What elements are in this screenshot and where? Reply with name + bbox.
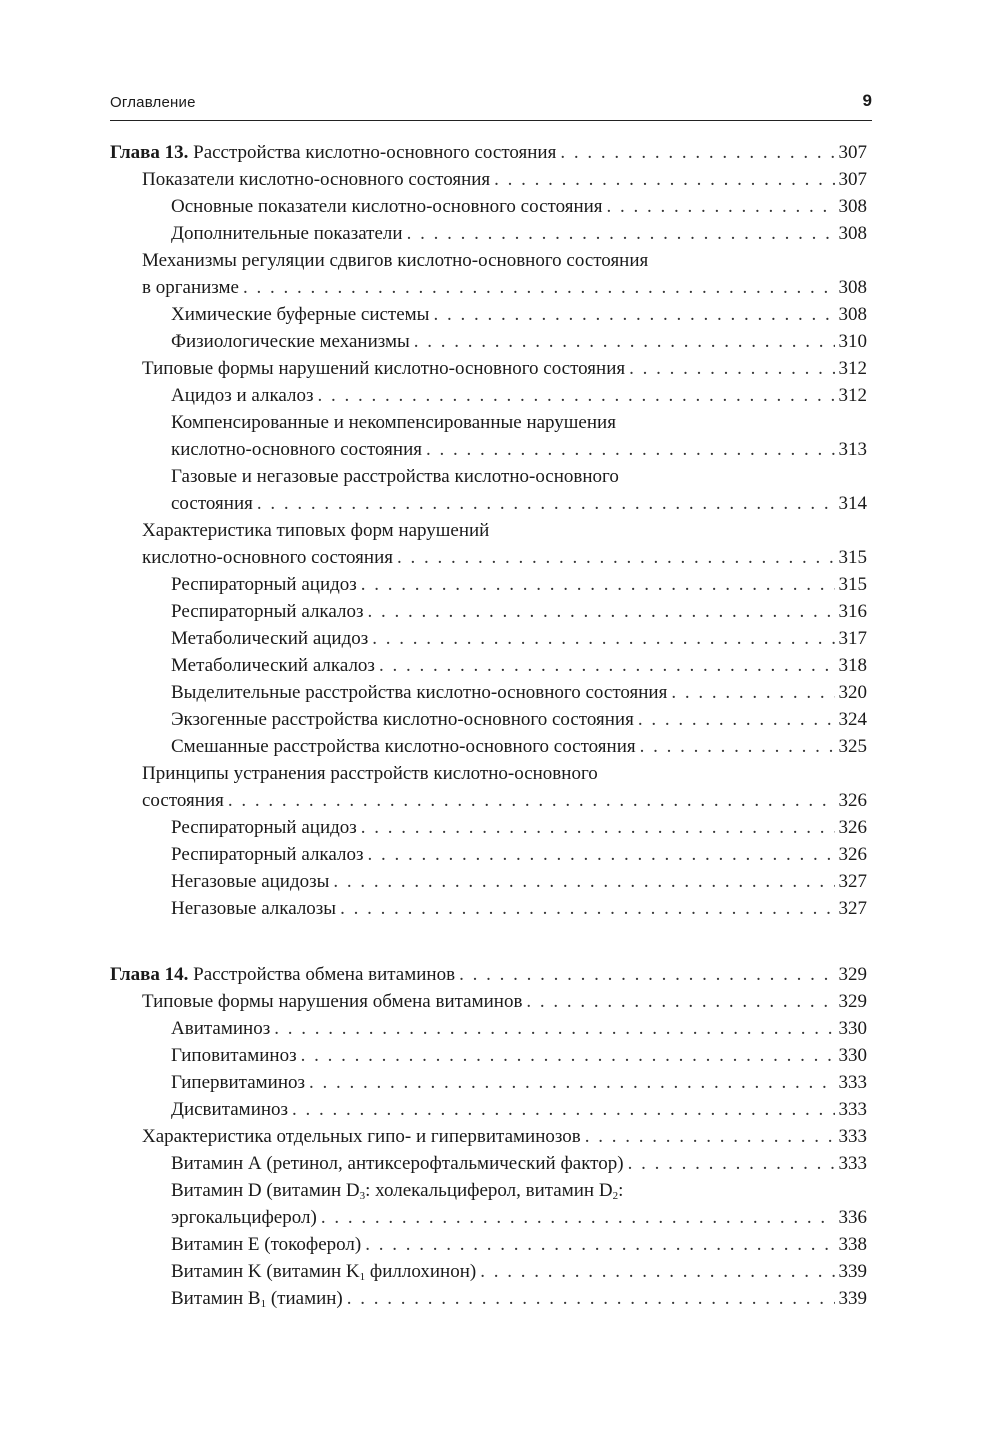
page-ref: 312 (838, 385, 867, 406)
page-ref: 336 (838, 1207, 867, 1228)
page-ref: 330 (838, 1045, 867, 1066)
chapter-13-heading[interactable] (110, 139, 867, 166)
page-ref: 310 (838, 331, 867, 352)
entry-text: Респираторный ацидоз (171, 574, 357, 595)
toc-entry[interactable] (110, 355, 867, 382)
dot-leader (526, 988, 834, 1015)
page-ref: 312 (838, 358, 867, 379)
dot-leader (367, 841, 834, 868)
toc-entry[interactable] (110, 463, 867, 517)
dot-leader (333, 868, 834, 895)
dot-leader (671, 679, 834, 706)
entry-text: Экзогенные расстройства кислотно-основного состояния (171, 709, 634, 730)
subscript: 1 (260, 1298, 267, 1310)
dot-leader (243, 274, 835, 301)
page-ref: 330 (838, 1018, 867, 1039)
toc-entry[interactable] (110, 301, 867, 328)
entry-text: Физиологические механизмы (171, 331, 410, 352)
entry-text: Метаболический алкалоз (171, 655, 375, 676)
entry-text: Показатели кислотно-основного состояния (142, 169, 491, 190)
dot-leader (361, 571, 835, 598)
entry-text: Авитаминоз (171, 1018, 271, 1039)
page-ref: 325 (838, 736, 867, 757)
dot-leader (228, 787, 835, 814)
chapter-label: Глава 14. (110, 964, 189, 985)
toc-entry[interactable] (110, 247, 867, 301)
toc-entry[interactable] (110, 841, 867, 868)
page-ref: 333 (838, 1072, 867, 1093)
page-ref: 318 (838, 655, 867, 676)
page-ref: 313 (838, 439, 867, 460)
running-header (110, 90, 872, 121)
page-ref: 329 (838, 991, 867, 1012)
page-ref: 333 (838, 1153, 867, 1174)
dot-leader (560, 139, 834, 166)
dot-leader (640, 733, 835, 760)
page-ref: 324 (838, 709, 867, 730)
entry-text-line: Компенсированные и некомпенсированные нарушения (171, 412, 616, 433)
toc-entry[interactable] (110, 328, 867, 355)
chapter-14-entries (110, 988, 867, 1177)
entry-text: Характеристика отдельных гипо- и гипервитаминозов (142, 1126, 581, 1147)
dot-leader (494, 166, 834, 193)
chapter-label: Глава 13. (110, 142, 189, 163)
entry-text-line: Принципы устранения расстройств кислотно-основного (142, 763, 598, 784)
page-ref: 317 (838, 628, 867, 649)
dot-leader (367, 598, 834, 625)
toc-entry[interactable] (110, 760, 867, 814)
toc-entry[interactable] (110, 193, 867, 220)
entry-text-part: Витамин K (витамин K (171, 1261, 360, 1282)
entry-text-line: Механизмы регуляции сдвигов кислотно-основного состояния (142, 250, 649, 271)
chapter-14-heading[interactable] (110, 961, 867, 988)
entry-text: Респираторный алкалоз (171, 601, 364, 622)
page-ref: 320 (838, 682, 867, 703)
page-ref: 326 (838, 844, 867, 865)
page-ref: 314 (838, 493, 867, 514)
chapter-title: Расстройства кислотно-основного состояния (193, 142, 557, 163)
entry-text: Типовые формы нарушения обмена витаминов (142, 991, 523, 1012)
subscript: 1 (359, 1271, 366, 1283)
toc-chapter-13 (110, 139, 867, 922)
entry-text-line: Характеристика типовых форм нарушений (142, 520, 490, 541)
dot-leader (433, 301, 834, 328)
page-ref: 308 (838, 223, 867, 244)
toc-entry[interactable] (110, 1042, 867, 1069)
dot-leader (607, 193, 835, 220)
toc-entry-vitamin-d[interactable] (110, 1177, 867, 1231)
dot-leader (480, 1258, 834, 1285)
toc-entry[interactable] (110, 517, 867, 571)
toc-entry[interactable] (110, 166, 867, 193)
dot-leader (365, 1231, 834, 1258)
chapter-title: Расстройства обмена витаминов (193, 964, 456, 985)
entry-text-part: : холекальциферол, витамин D (365, 1180, 613, 1201)
dot-leader (629, 355, 834, 382)
entry-text: состояния (142, 790, 224, 811)
page-ref: 307 (838, 169, 867, 190)
page-ref: 327 (838, 898, 867, 919)
entry-text: Витамин Е (токоферол) (171, 1234, 362, 1255)
dot-leader (274, 1015, 834, 1042)
entry-text: Химические буферные системы (171, 304, 430, 325)
toc-entry[interactable] (110, 733, 867, 760)
entry-text-part: : (618, 1180, 624, 1201)
toc-entry[interactable] (110, 1096, 867, 1123)
page-ref: 308 (838, 277, 867, 298)
entry-text: кислотно-основного состояния (171, 439, 422, 460)
toc-entry[interactable] (110, 1150, 867, 1177)
entry-text: в организме (142, 277, 239, 298)
page-ref: 333 (838, 1126, 867, 1147)
dot-leader (318, 382, 835, 409)
entry-text-part: Витамин D (витамин D (171, 1180, 360, 1201)
entry-text: Выделительные расстройства кислотно-основного состояния (171, 682, 668, 703)
dot-leader (628, 1150, 835, 1177)
page-ref: 315 (838, 574, 867, 595)
dot-leader (397, 544, 835, 571)
entry-text: Респираторный алкалоз (171, 844, 364, 865)
toc-entry[interactable] (110, 598, 867, 625)
entry-text: Метаболический ацидоз (171, 628, 369, 649)
dot-leader (426, 436, 835, 463)
entry-text: Витамин А (ретинол, антиксерофтальмический фактор) (171, 1153, 624, 1174)
dot-leader (379, 652, 835, 679)
dot-leader (340, 895, 834, 922)
page-number: 9 (862, 91, 872, 110)
toc-entry[interactable] (110, 1069, 867, 1096)
page-ref: 333 (838, 1099, 867, 1120)
toc-entry-vitamin-k[interactable] (110, 1258, 867, 1285)
dot-leader (585, 1123, 835, 1150)
toc-entry-vitamin-b1[interactable] (110, 1285, 867, 1312)
page-ref: 327 (838, 871, 867, 892)
entry-text: Негазовые алкалозы (171, 898, 337, 919)
entry-text: Дополнительные показатели (171, 223, 403, 244)
entry-text: Дисвитаминоз (171, 1099, 289, 1120)
toc-chapter-14 (110, 961, 867, 1312)
entry-text-part: Витамин B (171, 1288, 261, 1309)
toc-entry[interactable] (110, 652, 867, 679)
dot-leader (301, 1042, 835, 1069)
entry-text: Типовые формы нарушений кислотно-основного состояния (142, 358, 626, 379)
dot-leader (292, 1096, 834, 1123)
dot-leader (321, 1204, 835, 1231)
toc-entry[interactable] (110, 571, 867, 598)
toc-entry[interactable] (110, 895, 867, 922)
entry-text: эргокальциферол) (171, 1207, 317, 1228)
entry-text: состояния (171, 493, 253, 514)
entry-text: Респираторный ацидоз (171, 817, 357, 838)
dot-leader (347, 1285, 835, 1312)
entry-text: Гиповитаминоз (171, 1045, 297, 1066)
entry-text: Основные показатели кислотно-основного состояния (171, 196, 603, 217)
toc-entry[interactable] (110, 220, 867, 247)
subscript: 3 (359, 1190, 366, 1202)
toc-entry[interactable] (110, 1123, 867, 1150)
dot-leader (309, 1069, 834, 1096)
entry-text: Негазовые ацидозы (171, 871, 330, 892)
page-ref: 316 (838, 601, 867, 622)
dot-leader (407, 220, 835, 247)
page-ref: 339 (838, 1288, 867, 1309)
page-ref: 307 (838, 142, 867, 163)
entry-text: Ацидоз и алкалоз (171, 385, 314, 406)
dot-leader (372, 625, 834, 652)
entry-text: Смешанные расстройства кислотно-основного состояния (171, 736, 636, 757)
dot-leader (257, 490, 835, 517)
entry-text: кислотно-основного состояния (142, 547, 393, 568)
toc-entry[interactable] (110, 814, 867, 841)
entry-text-line: Газовые и негазовые расстройства кислотно-основного (171, 466, 619, 487)
entry-text: Гипервитаминоз (171, 1072, 306, 1093)
toc-entry[interactable] (110, 706, 867, 733)
subscript: 2 (612, 1190, 619, 1202)
page-ref: 315 (838, 547, 867, 568)
toc-entry-vitamin-e[interactable] (110, 1231, 867, 1258)
page-ref: 329 (838, 964, 867, 985)
dot-leader (459, 961, 834, 988)
toc-entry[interactable] (110, 1015, 867, 1042)
toc-entry[interactable] (110, 868, 867, 895)
page-ref: 339 (838, 1261, 867, 1282)
toc-entry[interactable] (110, 988, 867, 1015)
page-ref: 308 (838, 196, 867, 217)
toc-entry[interactable] (110, 625, 867, 652)
entry-text-part: (тиамин) (266, 1288, 343, 1309)
page-ref: 326 (838, 817, 867, 838)
running-header-title: Оглавление (110, 94, 196, 111)
toc-entry[interactable] (110, 382, 867, 409)
dot-leader (638, 706, 835, 733)
dot-leader (414, 328, 835, 355)
toc-entry[interactable] (110, 409, 867, 463)
page-ref: 326 (838, 790, 867, 811)
dot-leader (361, 814, 835, 841)
page-ref: 308 (838, 304, 867, 325)
entry-text-part: филлохинон) (365, 1261, 477, 1282)
toc-entry[interactable] (110, 679, 867, 706)
page-ref: 338 (838, 1234, 867, 1255)
